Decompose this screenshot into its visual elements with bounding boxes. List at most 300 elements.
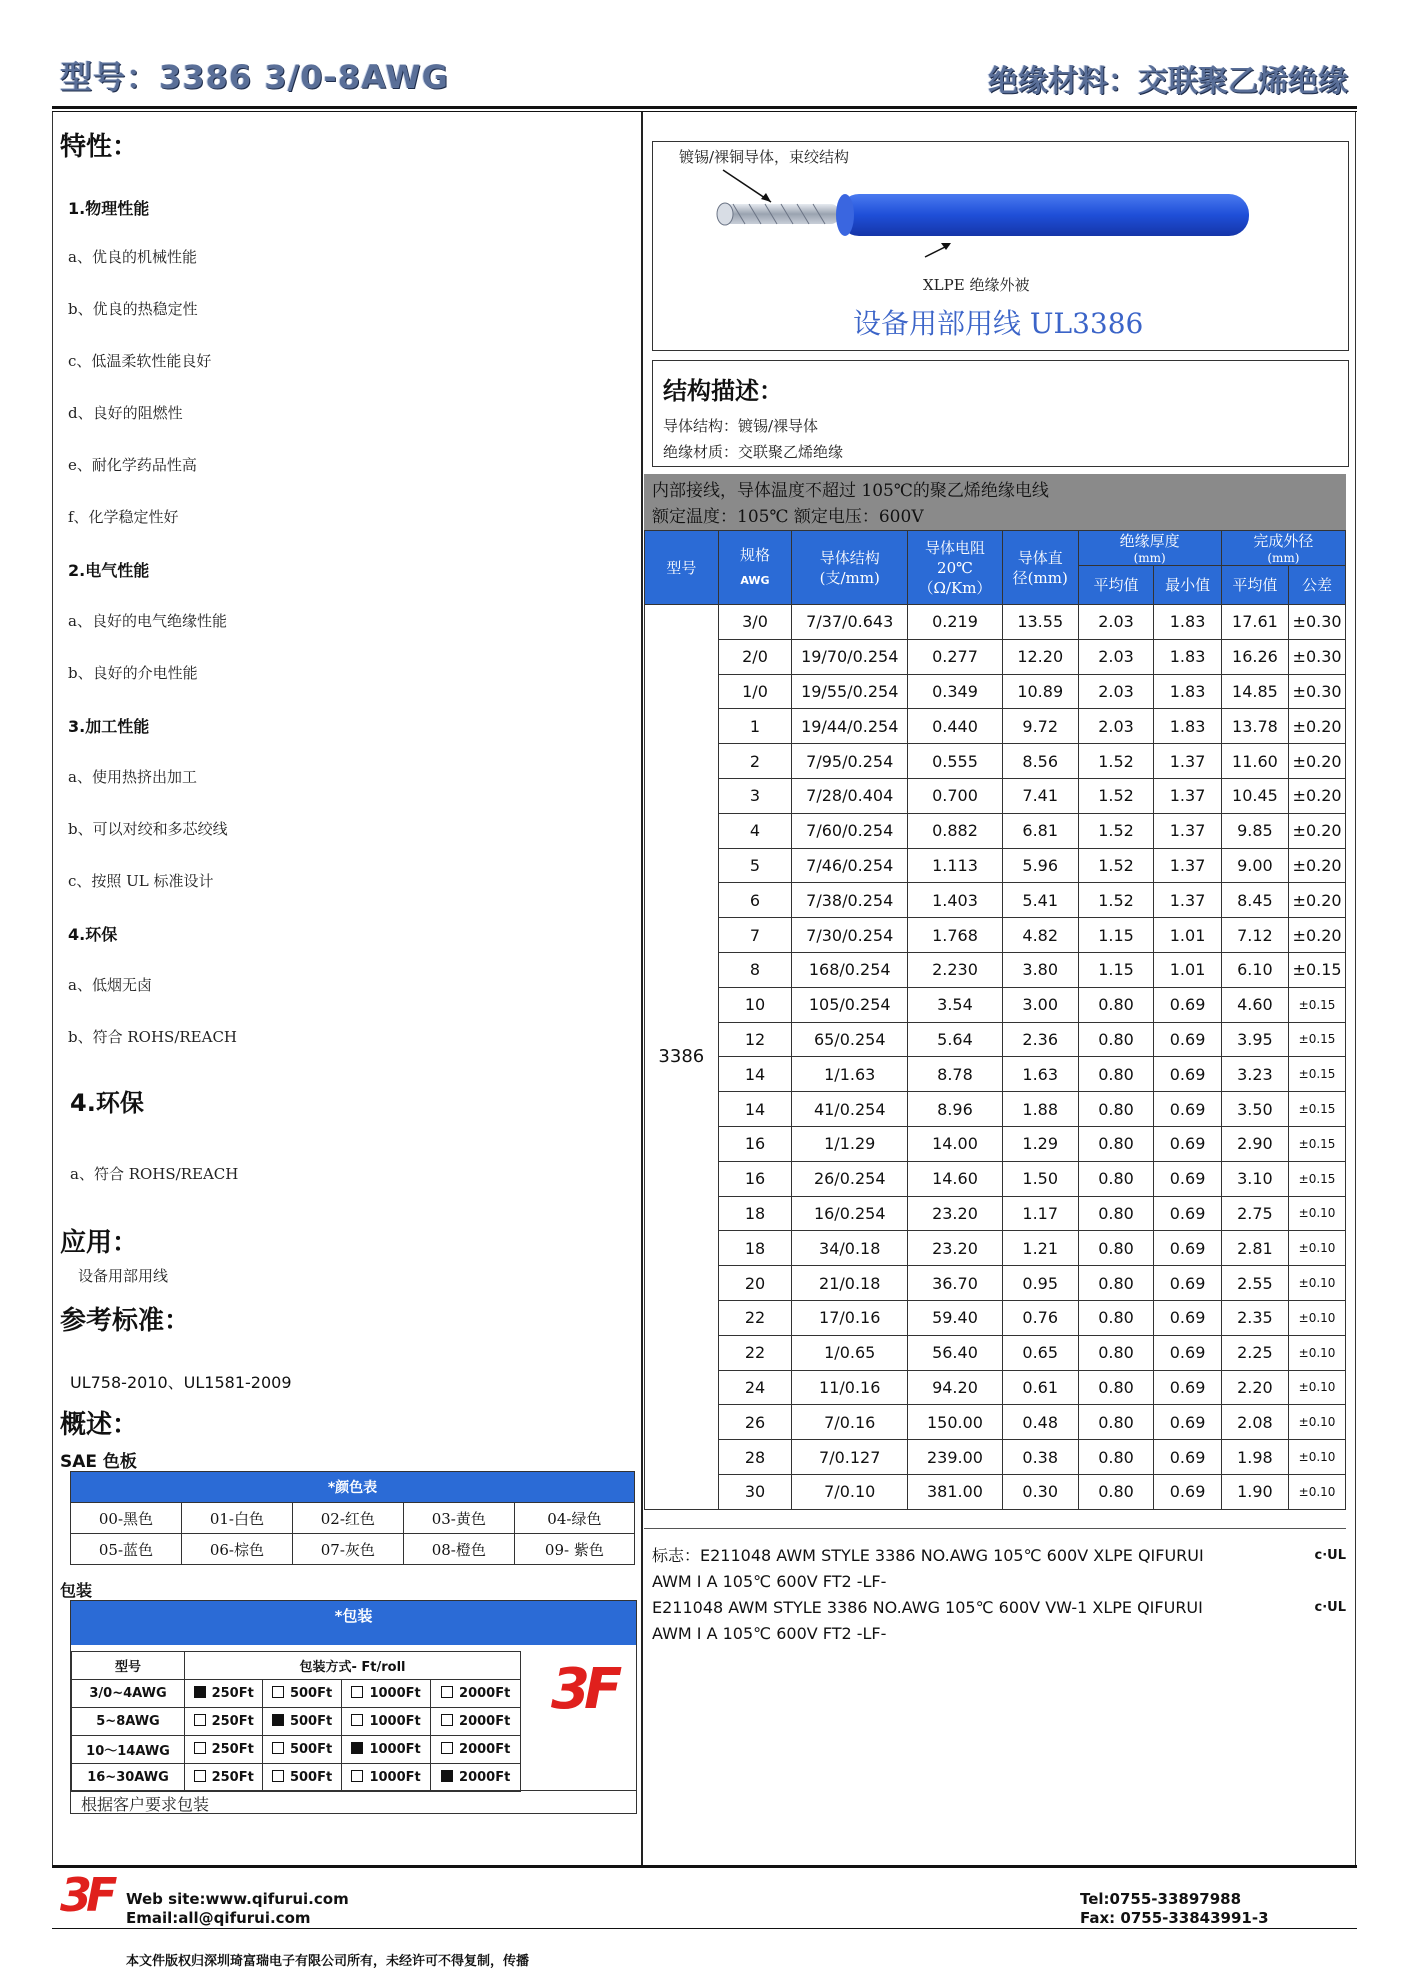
spec-cell: ±0.15 [1289,1126,1346,1161]
color-cell: 04-绿色 [514,1503,634,1534]
spec-cell: ±0.15 [1289,952,1346,987]
spec-row [645,744,1346,779]
spec-description [644,474,1346,530]
th-ins-min: 最小值 [1154,566,1221,605]
spec-cell: 22 [718,1335,792,1370]
spec-cell: 0.440 [908,709,1003,744]
spec-cell: 4 [718,813,792,848]
spec-cell: ±0.15 [1289,1022,1346,1057]
spec-cell: 1.88 [1002,1092,1078,1127]
spec-cell: 1.83 [1154,709,1221,744]
color-cell: 08-橙色 [403,1534,514,1565]
spec-cell: 7/60/0.254 [792,813,908,848]
packing-option[interactable]: 1000Ft [341,1708,431,1736]
spec-cell: 1.98 [1221,1440,1288,1475]
spec-cell: 0.80 [1078,1231,1154,1266]
application-text: 设备用部用线 [78,1267,169,1285]
insulation-label: XLPE 绝缘外被 [923,276,1030,294]
spec-cell: 2.81 [1221,1231,1288,1266]
checkbox-icon[interactable] [441,1770,453,1782]
spec-cell: 0.700 [908,778,1003,813]
feature-item: a、良好的电气绝缘性能 [68,612,227,630]
spec-cell: 0.882 [908,813,1003,848]
feature-item: a、低烟无卤 [68,976,152,994]
footer-rule-2 [52,1928,1357,1929]
packing-table [71,1651,521,1792]
marking-block [652,1543,1352,1647]
spec-cell: 0.69 [1154,1057,1221,1092]
spec-cell: 5 [718,848,792,883]
spec-cell: 0.80 [1078,1440,1154,1475]
spec-cell: 12.20 [1002,639,1078,674]
spec-cell: 19/70/0.254 [792,639,908,674]
spec-row [645,918,1346,953]
spec-row [645,883,1346,918]
standard-text: UL758-2010、UL1581-2009 [70,1373,292,1392]
spec-cell: ±0.30 [1289,639,1346,674]
spec-cell: 14.60 [908,1161,1003,1196]
packing-note: 根据客户要求包装 [81,1795,210,1814]
spec-cell: ±0.10 [1289,1196,1346,1231]
spec-cell: 17/0.16 [792,1300,908,1335]
spec-cell: 1.37 [1154,848,1221,883]
spec-cell: 1.37 [1154,813,1221,848]
spec-row [645,987,1346,1022]
spec-cell: 26 [718,1405,792,1440]
packing-option[interactable]: 500Ft [263,1764,341,1792]
marking-line: AWM I A 105℃ 600V FT2 -LF- [652,1624,887,1643]
packing-option[interactable]: 2000Ft [431,1680,521,1708]
spec-cell: ±0.20 [1289,744,1346,779]
spec-cell: ±0.15 [1289,1092,1346,1127]
spec-cell: 6 [718,883,792,918]
spec-cell: 5.96 [1002,848,1078,883]
checkbox-icon[interactable] [272,1714,284,1726]
packing-option[interactable]: 2000Ft [431,1708,521,1736]
color-cell: 09- 紫色 [514,1534,634,1565]
spec-cell: 7/28/0.404 [792,778,908,813]
spec-cell: 2.35 [1221,1300,1288,1335]
th-model: 型号 [645,531,719,605]
spec-cell: 20 [718,1266,792,1301]
footer-website[interactable]: Web site:www.qifurui.com [126,1890,349,1908]
packing-option[interactable]: 250Ft [185,1708,263,1736]
checkbox-icon[interactable] [194,1714,206,1726]
spec-cell: 2.55 [1221,1266,1288,1301]
spec-cell: ±0.10 [1289,1370,1346,1405]
spec-cell: 36.70 [908,1266,1003,1301]
structure-title: 结构描述： [663,377,783,405]
spec-cell: 0.80 [1078,1161,1154,1196]
spec-cell: 7/30/0.254 [792,918,908,953]
spec-cell: 3.50 [1221,1092,1288,1127]
spec-cell: 7/37/0.643 [792,605,908,640]
spec-cell: 1.37 [1154,778,1221,813]
spec-cell: 1.15 [1078,952,1154,987]
spec-row [645,1440,1346,1475]
spec-cell: ±0.30 [1289,605,1346,640]
overview-title: 概述： [60,1410,139,1440]
spec-cell: 16/0.254 [792,1196,908,1231]
spec-cell: ±0.30 [1289,674,1346,709]
marking-line: E211048 AWM STYLE 3386 NO.AWG 105℃ 600V VW-1 XLPE QIFURUI c·UL [652,1595,1352,1621]
spec-cell: ±0.20 [1289,848,1346,883]
spec-row [645,1266,1346,1301]
checkbox-icon[interactable] [441,1742,453,1754]
spec-cell: 8.96 [908,1092,1003,1127]
checkbox-icon[interactable] [351,1686,363,1698]
color-cell: 05-蓝色 [71,1534,182,1565]
spec-cell: 8.45 [1221,883,1288,918]
spec-cell: 3.80 [1002,952,1078,987]
spec-cell: 7 [718,918,792,953]
spec-cell: 2.08 [1221,1405,1288,1440]
spec-cell: 7/0.10 [792,1474,908,1509]
spec-row [645,1335,1346,1370]
feature-item: f、化学稳定性好 [68,508,179,526]
spec-cell: 1/1.63 [792,1057,908,1092]
spec-desc-line1: 内部接线，导体温度不超过 105℃的聚乙烯绝缘电线 [652,481,1049,501]
spec-cell: 0.555 [908,744,1003,779]
spec-cell: 1.50 [1002,1161,1078,1196]
spec-cell: 0.219 [908,605,1003,640]
spec-cell: 18 [718,1196,792,1231]
spec-cell: ±0.20 [1289,918,1346,953]
spec-cell: 2.20 [1221,1370,1288,1405]
packing-header: *包装 [71,1601,636,1645]
spec-cell: 0.69 [1154,1405,1221,1440]
packing-option[interactable]: 1000Ft [341,1764,431,1792]
spec-cell: 1/1.29 [792,1126,908,1161]
spec-cell: 12 [718,1022,792,1057]
th-diameter: 导体直 径(mm) [1002,531,1078,605]
spec-cell: 28 [718,1440,792,1475]
spec-cell: 1.52 [1078,883,1154,918]
th-od-avg: 平均值 [1221,566,1288,605]
spec-cell: 2.03 [1078,639,1154,674]
packing-option[interactable]: 500Ft [263,1708,341,1736]
spec-cell: ±0.10 [1289,1300,1346,1335]
spec-cell: 1 [718,709,792,744]
ul-mark: c·UL [1314,1600,1346,1615]
spec-cell: 18 [718,1231,792,1266]
checkbox-icon[interactable] [351,1742,363,1754]
spec-cell: 6.10 [1221,952,1288,987]
spec-row [645,1092,1346,1127]
material-title: 绝缘材料：交联聚乙烯绝缘 [988,64,1348,99]
spec-row [645,1161,1346,1196]
header-rule [52,106,1357,109]
spec-row [645,639,1346,674]
spec-cell: 150.00 [908,1405,1003,1440]
feature-item: d、良好的阻燃性 [68,404,183,422]
packing-option[interactable]: 500Ft [263,1680,341,1708]
spec-cell: ±0.20 [1289,778,1346,813]
spec-cell: 8.56 [1002,744,1078,779]
packing-option[interactable]: 2000Ft [431,1764,521,1792]
spec-model: 3386 [645,605,719,1510]
spec-cell: 1.52 [1078,848,1154,883]
footer-email[interactable]: Email:all@qifurui.com [126,1909,311,1927]
spec-cell: 10.45 [1221,778,1288,813]
spec-cell: ±0.20 [1289,883,1346,918]
features-title: 特性： [60,132,139,162]
right-column-border [1355,112,1356,1865]
spec-cell: 7.12 [1221,918,1288,953]
spec-cell: ±0.15 [1289,1057,1346,1092]
spec-cell: 11/0.16 [792,1370,908,1405]
spec-cell: 10.89 [1002,674,1078,709]
spec-cell: 1.403 [908,883,1003,918]
spec-cell: 24 [718,1370,792,1405]
color-table [70,1471,635,1565]
spec-cell: 7/0.16 [792,1405,908,1440]
spec-table [644,530,1346,1510]
spec-desc-line2: 额定温度：105℃ 额定电压：600V [652,507,924,527]
spec-row [645,709,1346,744]
color-cell: 02-红色 [292,1503,403,1534]
spec-cell: 3.10 [1221,1161,1288,1196]
color-cell: 03-黄色 [403,1503,514,1534]
spec-cell: 0.69 [1154,1335,1221,1370]
checkbox-icon[interactable] [194,1686,206,1698]
packing-option[interactable]: 500Ft [263,1736,341,1764]
spec-cell: 0.80 [1078,1092,1154,1127]
spec-cell: 23.20 [908,1231,1003,1266]
spec-cell: 13.55 [1002,605,1078,640]
spec-cell: 2.03 [1078,605,1154,640]
spec-cell: 4.60 [1221,987,1288,1022]
spec-cell: 1.90 [1221,1474,1288,1509]
color-table-header: *颜色表 [71,1472,635,1503]
spec-cell: 0.69 [1154,1022,1221,1057]
feature-item: e、耐化学药品性高 [68,456,197,474]
spec-cell: ±0.10 [1289,1335,1346,1370]
spec-row [645,1057,1346,1092]
spec-cell: 6.81 [1002,813,1078,848]
spec-cell: 0.80 [1078,1266,1154,1301]
spec-cell: 22 [718,1300,792,1335]
spec-cell: 0.69 [1154,1196,1221,1231]
checkbox-icon[interactable] [194,1742,206,1754]
spec-cell: 0.69 [1154,1474,1221,1509]
spec-cell: 11.60 [1221,744,1288,779]
color-cell: 00-黑色 [71,1503,182,1534]
spec-cell: 2/0 [718,639,792,674]
spec-cell: 14.00 [908,1126,1003,1161]
spec-cell: 16.26 [1221,639,1288,674]
spec-row [645,1370,1346,1405]
spec-row [645,674,1346,709]
checkbox-icon[interactable] [194,1770,206,1782]
packing-box [70,1600,637,1814]
spec-cell: 30 [718,1474,792,1509]
env-item-2: a、符合 ROHS/REACH [70,1165,239,1183]
spec-cell: ±0.10 [1289,1266,1346,1301]
diagram-caption: 设备用部用线 UL3386 [853,307,1144,340]
spec-cell: 0.80 [1078,1057,1154,1092]
marking-line: AWM I A 105℃ 600V FT2 -LF- [652,1572,887,1591]
spec-cell: 2.230 [908,952,1003,987]
application-title: 应用： [60,1228,139,1258]
spec-cell: 168/0.254 [792,952,908,987]
packing-option[interactable]: 250Ft [185,1764,263,1792]
spec-cell: 94.20 [908,1370,1003,1405]
structure-insulation: 绝缘材质：交联聚乙烯绝缘 [663,443,844,461]
spec-row [645,1196,1346,1231]
checkbox-icon[interactable] [351,1714,363,1726]
spec-cell: 14 [718,1092,792,1127]
spec-cell: 1.52 [1078,744,1154,779]
spec-cell: 7.41 [1002,778,1078,813]
color-label: SAE 色板 [60,1452,137,1472]
packing-option[interactable]: 1000Ft [341,1680,431,1708]
spec-cell: 0.69 [1154,1266,1221,1301]
checkbox-icon[interactable] [441,1686,453,1698]
env-title-2: 4.环保 [70,1089,144,1117]
spec-cell: 34/0.18 [792,1231,908,1266]
spec-cell: 239.00 [908,1440,1003,1475]
packing-option[interactable]: 250Ft [185,1680,263,1708]
model-title: 型号：3386 3/0-8AWG [60,58,449,96]
spec-row [645,952,1346,987]
spec-cell: 8.78 [908,1057,1003,1092]
spec-cell: 19/44/0.254 [792,709,908,744]
spec-cell: 19/55/0.254 [792,674,908,709]
spec-row [645,1022,1346,1057]
spec-cell: 105/0.254 [792,987,908,1022]
ul-mark: c·UL [1314,1548,1346,1563]
spec-cell: 0.69 [1154,1161,1221,1196]
structure-box [652,360,1349,467]
standard-title: 参考标准： [60,1306,191,1336]
spec-cell: 0.65 [1002,1335,1078,1370]
spec-cell: 13.78 [1221,709,1288,744]
conductor-label: 镀锡/裸铜导体，束绞结构 [679,148,850,166]
spec-cell: 0.69 [1154,1440,1221,1475]
footer-tel: Tel:0755-33897988 [1080,1890,1242,1908]
spec-cell: ±0.10 [1289,1231,1346,1266]
packing-col-method: 包装方式- Ft/roll [185,1652,521,1680]
checkbox-icon[interactable] [272,1742,284,1754]
spec-cell: 8 [718,952,792,987]
spec-cell: 7/38/0.254 [792,883,908,918]
feature-group-title: 3.加工性能 [68,717,150,736]
feature-item: b、良好的介电性能 [68,664,198,682]
spec-cell: 0.48 [1002,1405,1078,1440]
color-cell: 01-白色 [181,1503,292,1534]
spec-cell: 3.00 [1002,987,1078,1022]
feature-group-title: 4.环保 [68,925,118,944]
spec-cell: 2.90 [1221,1126,1288,1161]
spec-cell: 0.76 [1002,1300,1078,1335]
spec-cell: 0.38 [1002,1440,1078,1475]
spec-cell: 0.69 [1154,1300,1221,1335]
structure-conductor: 导体结构：镀锡/裸导体 [663,417,819,435]
spec-cell: 41/0.254 [792,1092,908,1127]
spec-cell: 3.54 [908,987,1003,1022]
feature-item: a、优良的机械性能 [68,248,197,266]
checkbox-icon[interactable] [351,1770,363,1782]
brand-logo: 3F [551,1657,617,1722]
spec-cell: 1.01 [1154,952,1221,987]
spec-cell: ±0.15 [1289,1161,1346,1196]
feature-item: b、优良的热稳定性 [68,300,198,318]
spec-cell: 16 [718,1161,792,1196]
cable-diagram [652,141,1349,351]
packing-model: 5~8AWG [72,1708,185,1736]
spec-cell: 1.01 [1154,918,1221,953]
checkbox-icon[interactable] [272,1686,284,1698]
footer-fax: Fax: 0755-33843991-3 [1080,1909,1269,1927]
spec-cell: 2 [718,744,792,779]
spec-cell: 0.80 [1078,1370,1154,1405]
spec-cell: 1.113 [908,848,1003,883]
spec-cell: ±0.10 [1289,1474,1346,1509]
spec-cell: 59.40 [908,1300,1003,1335]
th-conductor: 导体结构 (支/mm) [792,531,908,605]
packing-option[interactable]: 2000Ft [431,1736,521,1764]
spec-cell: 0.80 [1078,1196,1154,1231]
spec-cell: 1.37 [1154,744,1221,779]
spec-cell: 1.15 [1078,918,1154,953]
footer-copyright: 本文件版权归深圳琦富瑞电子有限公司所有，未经许可不得复制，传播 [126,1954,530,1969]
spec-cell: 0.95 [1002,1266,1078,1301]
spec-cell: 16 [718,1126,792,1161]
spec-cell: 1.83 [1154,605,1221,640]
checkbox-icon[interactable] [441,1714,453,1726]
packing-model: 10～14AWG [72,1736,185,1764]
packing-model: 16~30AWG [72,1764,185,1792]
feature-group-title: 1.物理性能 [68,199,150,218]
spec-cell: 14 [718,1057,792,1092]
spec-cell: 2.25 [1221,1335,1288,1370]
spec-cell: ±0.20 [1289,709,1346,744]
spec-cell: 10 [718,987,792,1022]
packing-option[interactable]: 1000Ft [341,1736,431,1764]
spec-row [645,1231,1346,1266]
spec-cell: ±0.15 [1289,987,1346,1022]
spec-cell: 0.277 [908,639,1003,674]
spec-cell: 0.61 [1002,1370,1078,1405]
spec-row [645,605,1346,640]
checkbox-icon[interactable] [272,1770,284,1782]
spec-row [645,1300,1346,1335]
feature-group-title: 2.电气性能 [68,561,150,580]
spec-cell: 0.69 [1154,1092,1221,1127]
th-insulation: 绝缘厚度 (mm) [1078,531,1221,566]
spec-cell: 0.30 [1002,1474,1078,1509]
spec-cell: 56.40 [908,1335,1003,1370]
spec-cell: 65/0.254 [792,1022,908,1057]
packing-option[interactable]: 250Ft [185,1736,263,1764]
spec-cell: 0.80 [1078,987,1154,1022]
spec-cell: 2.03 [1078,674,1154,709]
spec-cell: 0.69 [1154,987,1221,1022]
spec-cell: 9.85 [1221,813,1288,848]
insulation-jacket [839,194,1249,236]
footer-rule [52,1865,1357,1868]
spec-cell: 1.37 [1154,883,1221,918]
spec-cell: 7/95/0.254 [792,744,908,779]
spec-cell: 14.85 [1221,674,1288,709]
spec-cell: 1.83 [1154,639,1221,674]
spec-cell: 1.21 [1002,1231,1078,1266]
spec-cell: ±0.10 [1289,1405,1346,1440]
spec-cell: 3.95 [1221,1022,1288,1057]
feature-item: c、低温柔软性能良好 [68,352,212,370]
spec-cell: 4.82 [1002,918,1078,953]
